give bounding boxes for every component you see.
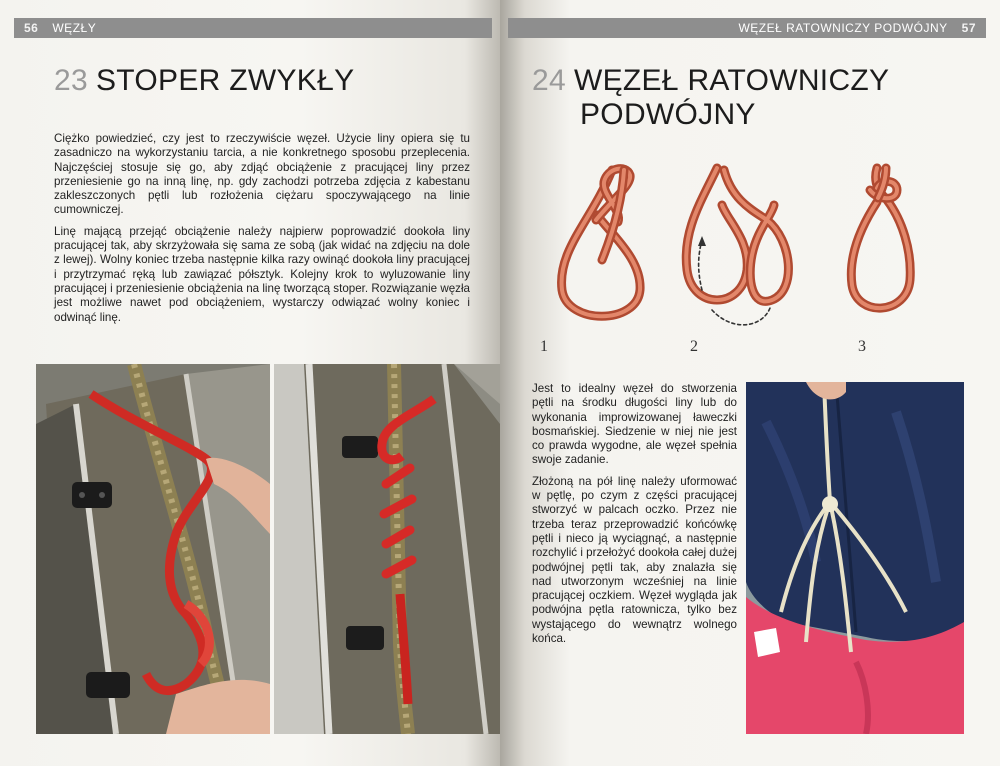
- right-section-heading-line1: WĘZEŁ RATOWNICZY: [573, 64, 890, 97]
- right-paragraph: Złożoną na pół linę należy uformować w pętlę, po czym z części pracującej stworzyć w palcach oczko. Przez nie trzeba teraz przeprowadzić końcówkę pętli i nieco ją wyciągnąć, a następnie rozchylić i przełożyć dookoła całej dużej podwójnej pętli tak, aby znalazła się nad utworzonym wcześniej na linie pracującej oczkiem. Węzeł wygląda jak podwójna pętla ratownicza, tylko bez wystającego do wewnątrz wolnego końca.: [532, 474, 737, 646]
- left-section-heading: STOPER ZWYKŁY: [95, 64, 355, 97]
- right-page-number: 57: [961, 21, 976, 35]
- left-running-title: WĘZŁY: [52, 21, 97, 35]
- right-paragraph: Jest to idealny węzeł do stworzenia pętli na środku długości liny lub do wykonania improwizowanej ławeczki bosmańskiej. Siedzenie w niej nie jest co prawda wygodne, ale węzeł spełnia swoje zadanie.: [532, 382, 737, 467]
- knot-diagram-3: [851, 168, 910, 308]
- right-section-number: 24: [532, 64, 566, 97]
- left-page-number: 56: [24, 21, 39, 35]
- photo-stopper-step-2: [274, 364, 500, 734]
- step-label-3: 3: [858, 338, 866, 355]
- right-header-bar: [508, 18, 986, 38]
- left-section-title: [54, 64, 354, 98]
- left-header-bar: [14, 18, 492, 38]
- knot-diagram-illustrations: [552, 160, 972, 335]
- photo-stopper-step-1: [36, 364, 270, 734]
- right-section-heading-line2: PODWÓJNY: [580, 98, 756, 131]
- left-paragraph: Linę mającą przejąć obciążenie należy najpierw poprowadzić dookoła liny pracującej tak, aby skrzyżowała się sama ze sobą (jak widać na zdjęciu na dole z lewej). Wolny koniec trzeba następnie kilka razy owinąć dookoła liny pracującej i przytrzymać ręką lub zawiązać półsztyk. Kolejny krok to wyluzowanie liny pracującej i przeniesienie obciążenia na linę tworzącą stoper. Rozwiązanie węzła jest możliwe nawet pod obciążeniem, wystarczy odwiązać wolny koniec i odwinąć linę.: [54, 224, 470, 324]
- right-body-text: [532, 382, 737, 653]
- left-paragraph: Ciężko powiedzieć, czy jest to rzeczywiście węzeł. Użycie liny opiera się tu zasadniczo na wykorzystaniu tarcia, a nie konkretnego sposobu przeplecenia. Najczęściej stosuje się go, aby zdjąć obciążenie z pracującej liny przez przeniesienie go na inną linę, np. gdy zachodzi potrzeba zdjęcia z kabestanu zakleszczonych pętli lub rozłożenia ciężaru spoczywającego na linie cumowniczej.: [54, 132, 470, 217]
- knot-diagram-1: [562, 169, 641, 317]
- knot-diagrams: [552, 160, 972, 335]
- left-body-text: [54, 132, 470, 332]
- photo-bosun-chair: [746, 382, 964, 734]
- right-running-title: WĘZEŁ RATOWNICZY PODWÓJNY: [738, 21, 948, 35]
- step-label-2: 2: [690, 338, 698, 355]
- right-section-title: [532, 64, 889, 132]
- knot-diagram-2: [686, 168, 788, 325]
- left-section-number: 23: [54, 64, 88, 97]
- step-label-1: 1: [540, 338, 548, 355]
- right-page: [500, 0, 1000, 766]
